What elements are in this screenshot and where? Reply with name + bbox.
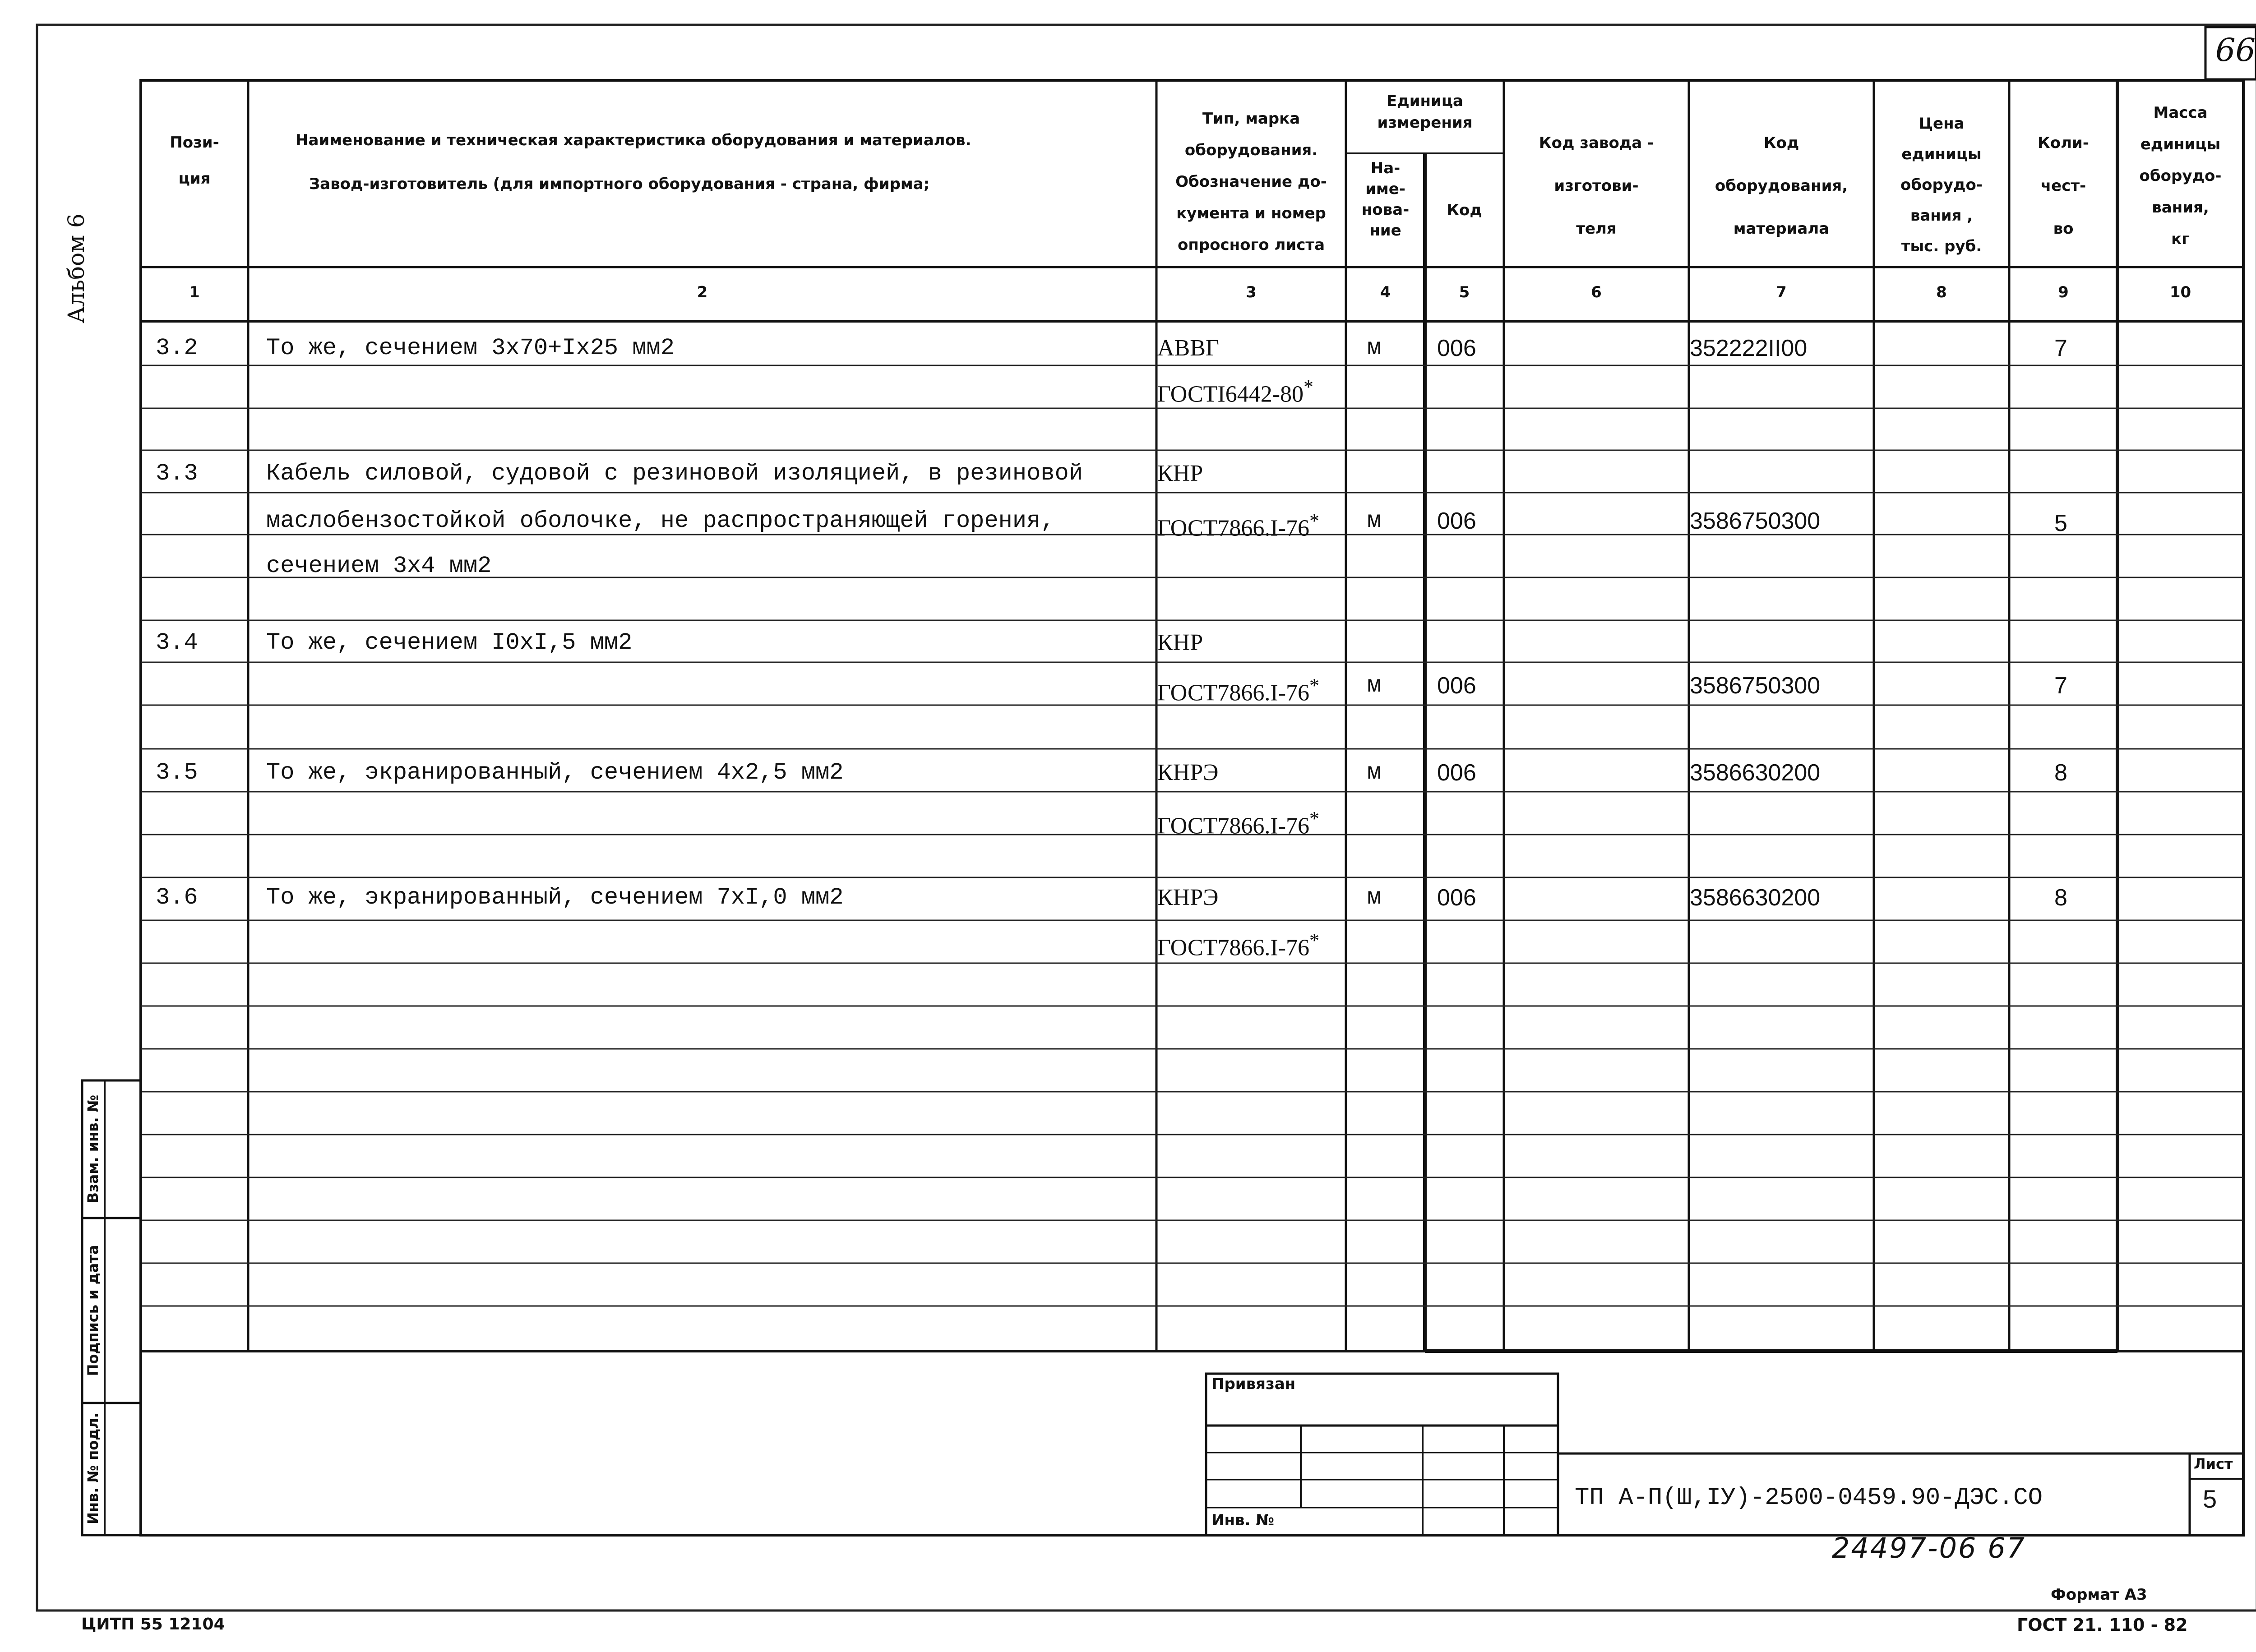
- header-col6-line: теля: [1576, 220, 1617, 238]
- header-col7-line: Код: [1763, 134, 1799, 152]
- column-number: 5: [1459, 283, 1470, 301]
- header-col4: [1346, 158, 1425, 241]
- row-code: 006: [1437, 335, 1476, 361]
- header-col1-line: ция: [178, 170, 211, 188]
- header-col3-line: кумента и номер: [1176, 204, 1326, 222]
- header-col5: Код: [1447, 201, 1482, 219]
- side-stamp-podpis: Подпись и дата: [84, 1245, 102, 1376]
- header-col9-line: Коли-: [2038, 134, 2089, 152]
- header-col8-line: единицы: [1901, 145, 1982, 163]
- column-number: 9: [2058, 283, 2069, 301]
- asterisk-mark: *: [1309, 674, 1320, 697]
- row-code: 006: [1437, 673, 1476, 699]
- row-type: КНРЭ: [1157, 760, 1219, 785]
- header-col4-line: име-: [1365, 180, 1405, 198]
- row-code: 006: [1437, 508, 1476, 534]
- row-quantity: 8: [2054, 885, 2067, 911]
- row-type: АВВГ: [1157, 335, 1219, 361]
- header-col1-line: Пози-: [170, 134, 219, 152]
- header-unit: [1346, 90, 1504, 134]
- header-col3-line: оборудования.: [1184, 141, 1318, 159]
- row-name: То же, экранированный, сечением 4х2,5 мм2: [266, 759, 844, 786]
- column-number: 3: [1246, 283, 1257, 301]
- row-unit: м: [1367, 335, 1382, 361]
- asterisk-mark: *: [1309, 808, 1320, 830]
- asterisk-mark: *: [1309, 929, 1320, 951]
- header-col10-line: единицы: [2140, 135, 2221, 153]
- column-number: 2: [697, 283, 708, 301]
- header-col9: [2009, 122, 2117, 250]
- row-position: 3.5: [156, 759, 198, 786]
- row-type-document: [1157, 672, 1319, 706]
- header-col4-line: ние: [1369, 221, 1401, 240]
- header-col7-line: оборудования,: [1715, 177, 1848, 195]
- row-name: Кабель силовой, судовой с резиновой изоляцией, в резиновой: [266, 460, 1083, 487]
- header-col6-line: Код завода -: [1539, 134, 1654, 152]
- footer-left: ЦИТП 55 12104: [81, 1615, 225, 1634]
- format-label: Формат А3: [2051, 1586, 2147, 1604]
- row-type-gost: ГОСТI6442-80: [1157, 381, 1304, 407]
- header-unit-line: измерения: [1377, 114, 1473, 132]
- header-col6-line: изготови-: [1554, 177, 1639, 195]
- row-equipment-code: 3586750300: [1690, 673, 1821, 699]
- side-stamp-vzam: Взам. инв. №: [84, 1094, 102, 1204]
- header-col3: [1156, 103, 1346, 261]
- row-type-gost: ГОСТ7866.I-76: [1157, 680, 1310, 706]
- row-unit: м: [1367, 884, 1382, 911]
- row-name: То же, экранированный, сечением 7хI,0 мм2: [266, 884, 844, 911]
- header-col9-line: во: [2053, 220, 2074, 238]
- title-inv-no: Инв. №: [1211, 1511, 1275, 1529]
- row-unit: м: [1367, 508, 1382, 534]
- column-number: 8: [1936, 283, 1947, 301]
- header-col3-line: опросного листа: [1177, 236, 1325, 254]
- header-col10-line: Масса: [2153, 104, 2208, 122]
- row-equipment-code: 352222II00: [1690, 335, 1808, 361]
- row-type-document: [1157, 927, 1319, 961]
- column-number: 4: [1380, 283, 1391, 301]
- row-type-gost: ГОСТ7866.I-76: [1157, 813, 1310, 839]
- column-number: 6: [1591, 283, 1602, 301]
- row-quantity: 8: [2054, 760, 2067, 786]
- header-col6: [1504, 122, 1689, 250]
- header-col3-line: Обозначение до-: [1175, 173, 1327, 191]
- row-type-document: [1157, 805, 1319, 840]
- header-col7-line: материала: [1733, 220, 1830, 238]
- row-type-document: [1157, 374, 1313, 408]
- side-stamp-inv: Инв. № подл.: [84, 1412, 102, 1524]
- title-privyazan: Привязан: [1211, 1375, 1296, 1393]
- header-col10: [2117, 97, 2243, 255]
- row-quantity: 5: [2054, 510, 2067, 536]
- row-name: сечением 3х4 мм2: [266, 553, 492, 579]
- row-unit: м: [1367, 759, 1382, 786]
- header-col10-line: кг: [2171, 230, 2190, 248]
- header-col8-line: вания ,: [1910, 207, 1973, 225]
- header-col1: [141, 131, 248, 190]
- row-position: 3.3: [156, 460, 198, 487]
- header-col4-line: На-: [1370, 159, 1401, 177]
- row-equipment-code: 3586630200: [1690, 760, 1821, 786]
- sheet-number: 5: [2203, 1485, 2217, 1513]
- sheet-label: Лист: [2194, 1455, 2233, 1472]
- column-number: 7: [1776, 283, 1787, 301]
- row-position: 3.4: [156, 629, 198, 656]
- handwritten-number: 24497-06 67: [1832, 1532, 2026, 1564]
- header-col3-line: Тип, марка: [1202, 110, 1300, 128]
- row-type-gost: ГОСТ7866.I-76: [1157, 515, 1310, 541]
- row-position: 3.2: [156, 335, 198, 361]
- row-code: 006: [1437, 760, 1476, 786]
- header-col10-line: оборудо-: [2139, 167, 2222, 185]
- row-position: 3.6: [156, 884, 198, 911]
- header-col2-line: Завод-изготовитель (для импортного оборудования - страна, фирма;: [309, 175, 930, 193]
- row-name: То же, сечением I0хI,5 мм2: [266, 629, 633, 656]
- row-type: КНР: [1157, 461, 1203, 486]
- row-type-document: [1157, 508, 1319, 542]
- row-unit: м: [1367, 672, 1382, 699]
- column-number: 1: [189, 283, 200, 301]
- header-col10-line: вания,: [2152, 198, 2209, 217]
- row-name: То же, сечением 3х70+Iх25 мм2: [266, 335, 675, 361]
- header-col7: [1689, 122, 1874, 250]
- row-type-gost: ГОСТ7866.I-76: [1157, 935, 1310, 961]
- column-number: 10: [2169, 283, 2191, 301]
- header-col2-line: Наименование и техническая характеристика оборудования и материалов.: [296, 131, 971, 149]
- row-equipment-code: 3586630200: [1690, 885, 1821, 911]
- header-col8-line: тыс. руб.: [1901, 237, 1982, 255]
- header-col8: [1874, 108, 2009, 262]
- row-quantity: 7: [2054, 335, 2067, 361]
- header-col8-line: оборудо-: [1900, 176, 1983, 194]
- sheet-corner-number: 66: [2215, 32, 2256, 69]
- row-type: КНРЭ: [1157, 885, 1219, 910]
- header-col4-line: нова-: [1361, 201, 1410, 219]
- row-equipment-code: 3586750300: [1690, 508, 1821, 534]
- header-unit-line: Единица: [1387, 92, 1463, 110]
- row-type: КНР: [1157, 630, 1203, 655]
- asterisk-mark: *: [1309, 510, 1320, 532]
- document-code: ТП А-П(Ш,IУ)-2500-0459.90-ДЭС.СО: [1575, 1484, 2043, 1512]
- header-col9-line: чест-: [2040, 177, 2086, 195]
- album-label: Альбом 6: [63, 213, 89, 323]
- gost-label: ГОСТ 21. 110 - 82: [2017, 1615, 2188, 1635]
- row-quantity: 7: [2054, 673, 2067, 699]
- row-name: маслобензостойкой оболочке, не распространяющей горения,: [266, 508, 1055, 534]
- header-col2: [253, 129, 1151, 196]
- row-code: 006: [1437, 885, 1476, 911]
- header-col8-line: Цена: [1919, 115, 1965, 133]
- asterisk-mark: *: [1304, 376, 1314, 398]
